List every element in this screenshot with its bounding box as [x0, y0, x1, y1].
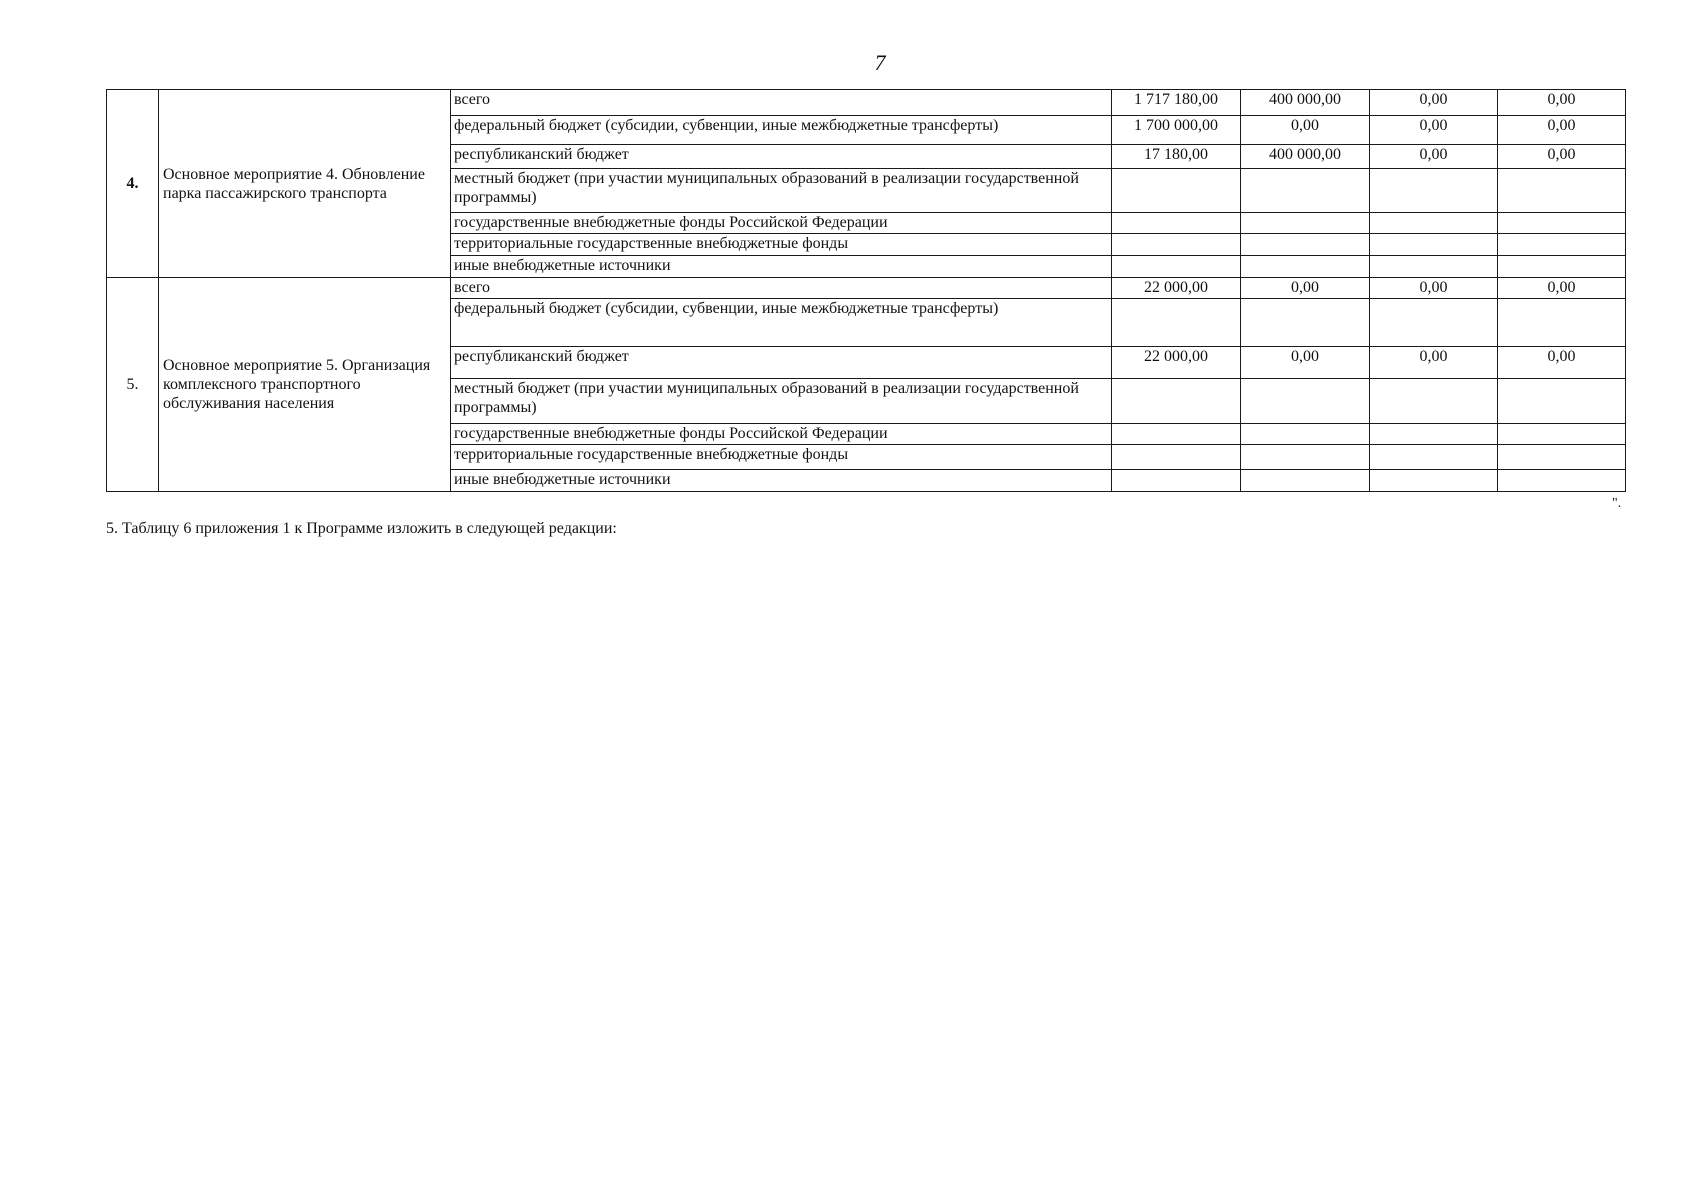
- amount-cell-year-4: [1498, 379, 1626, 424]
- funding-source-cell: территориальные государственные внебюджетные фонды: [451, 234, 1112, 256]
- funding-source-cell: иные внебюджетные источники: [451, 256, 1112, 278]
- activity-number-cell: 5.: [107, 278, 159, 492]
- funding-source-cell: государственные внебюджетные фонды Российской Федерации: [451, 424, 1112, 445]
- amount-cell-year-1: [1112, 470, 1241, 492]
- amount-cell-year-4: [1498, 169, 1626, 213]
- amount-cell-year-4: [1498, 234, 1626, 256]
- amount-cell-year-3: 0,00: [1370, 90, 1498, 116]
- amount-cell-year-1: [1112, 424, 1241, 445]
- amount-cell-year-2: [1241, 379, 1370, 424]
- amount-cell-year-4: [1498, 299, 1626, 347]
- amount-cell-year-3: [1370, 445, 1498, 470]
- amount-cell-year-1: 1 700 000,00: [1112, 116, 1241, 145]
- amount-cell-year-3: [1370, 256, 1498, 278]
- funding-source-cell: республиканский бюджет: [451, 347, 1112, 379]
- instruction-paragraph: 5. Таблицу 6 приложения 1 к Программе изложить в следующей редакции:: [106, 520, 617, 537]
- amount-cell-year-3: 0,00: [1370, 278, 1498, 299]
- amount-cell-year-1: [1112, 213, 1241, 234]
- amount-cell-year-1: 17 180,00: [1112, 145, 1241, 169]
- amount-cell-year-4: [1498, 445, 1626, 470]
- amount-cell-year-3: 0,00: [1370, 347, 1498, 379]
- amount-cell-year-2: 0,00: [1241, 347, 1370, 379]
- amount-cell-year-3: [1370, 169, 1498, 213]
- amount-cell-year-3: 0,00: [1370, 145, 1498, 169]
- amount-cell-year-2: [1241, 256, 1370, 278]
- amount-cell-year-3: [1370, 470, 1498, 492]
- table-row: [107, 278, 1626, 299]
- amount-cell-year-2: [1241, 445, 1370, 470]
- amount-cell-year-2: 0,00: [1241, 116, 1370, 145]
- amount-cell-year-4: 0,00: [1498, 278, 1626, 299]
- activity-title-cell: Основное мероприятие 5. Организация комплексного транспортного обслуживания населения: [159, 278, 451, 492]
- amount-cell-year-3: [1370, 299, 1498, 347]
- amount-cell-year-2: [1241, 213, 1370, 234]
- funding-source-cell: всего: [451, 278, 1112, 299]
- amount-cell-year-2: [1241, 299, 1370, 347]
- table-row: [107, 90, 1626, 116]
- amount-cell-year-1: [1112, 256, 1241, 278]
- amount-cell-year-3: [1370, 213, 1498, 234]
- funding-source-cell: местный бюджет (при участии муниципальных образований в реализации государственной программы): [451, 169, 1112, 213]
- amount-cell-year-1: [1112, 379, 1241, 424]
- amount-cell-year-4: 0,00: [1498, 90, 1626, 116]
- funding-source-cell: иные внебюджетные источники: [451, 470, 1112, 492]
- amount-cell-year-4: 0,00: [1498, 347, 1626, 379]
- amount-cell-year-4: [1498, 256, 1626, 278]
- amount-cell-year-3: 0,00: [1370, 116, 1498, 145]
- amount-cell-year-4: [1498, 424, 1626, 445]
- funding-source-cell: федеральный бюджет (субсидии, субвенции, иные межбюджетные трансферты): [451, 299, 1112, 347]
- funding-source-cell: государственные внебюджетные фонды Российской Федерации: [451, 213, 1112, 234]
- amount-cell-year-4: 0,00: [1498, 145, 1626, 169]
- funding-source-cell: всего: [451, 90, 1112, 116]
- activity-title-cell: Основное мероприятие 4. Обновление парка пассажирского транспорта: [159, 90, 451, 278]
- amount-cell-year-1: [1112, 445, 1241, 470]
- amount-cell-year-4: [1498, 470, 1626, 492]
- amount-cell-year-4: 0,00: [1498, 116, 1626, 145]
- amount-cell-year-3: [1370, 424, 1498, 445]
- closing-quote-mark: ".: [1612, 496, 1622, 511]
- amount-cell-year-1: [1112, 169, 1241, 213]
- amount-cell-year-2: [1241, 234, 1370, 256]
- funding-source-cell: территориальные государственные внебюджетные фонды: [451, 445, 1112, 470]
- amount-cell-year-1: 1 717 180,00: [1112, 90, 1241, 116]
- amount-cell-year-2: [1241, 424, 1370, 445]
- amount-cell-year-1: 22 000,00: [1112, 347, 1241, 379]
- amount-cell-year-2: 400 000,00: [1241, 145, 1370, 169]
- amount-cell-year-1: [1112, 299, 1241, 347]
- funding-source-cell: республиканский бюджет: [451, 145, 1112, 169]
- activity-number-cell: 4.: [107, 90, 159, 278]
- amount-cell-year-2: 400 000,00: [1241, 90, 1370, 116]
- funding-source-cell: местный бюджет (при участии муниципальных образований в реализации государственной программы): [451, 379, 1112, 424]
- amount-cell-year-4: [1498, 213, 1626, 234]
- budget-table: [106, 89, 1626, 492]
- amount-cell-year-1: 22 000,00: [1112, 278, 1241, 299]
- page-number: 7: [874, 50, 886, 75]
- amount-cell-year-2: [1241, 169, 1370, 213]
- amount-cell-year-3: [1370, 379, 1498, 424]
- amount-cell-year-1: [1112, 234, 1241, 256]
- amount-cell-year-2: 0,00: [1241, 278, 1370, 299]
- amount-cell-year-3: [1370, 234, 1498, 256]
- budget-table-body: [107, 90, 1626, 492]
- funding-source-cell: федеральный бюджет (субсидии, субвенции, иные межбюджетные трансферты): [451, 116, 1112, 145]
- amount-cell-year-2: [1241, 470, 1370, 492]
